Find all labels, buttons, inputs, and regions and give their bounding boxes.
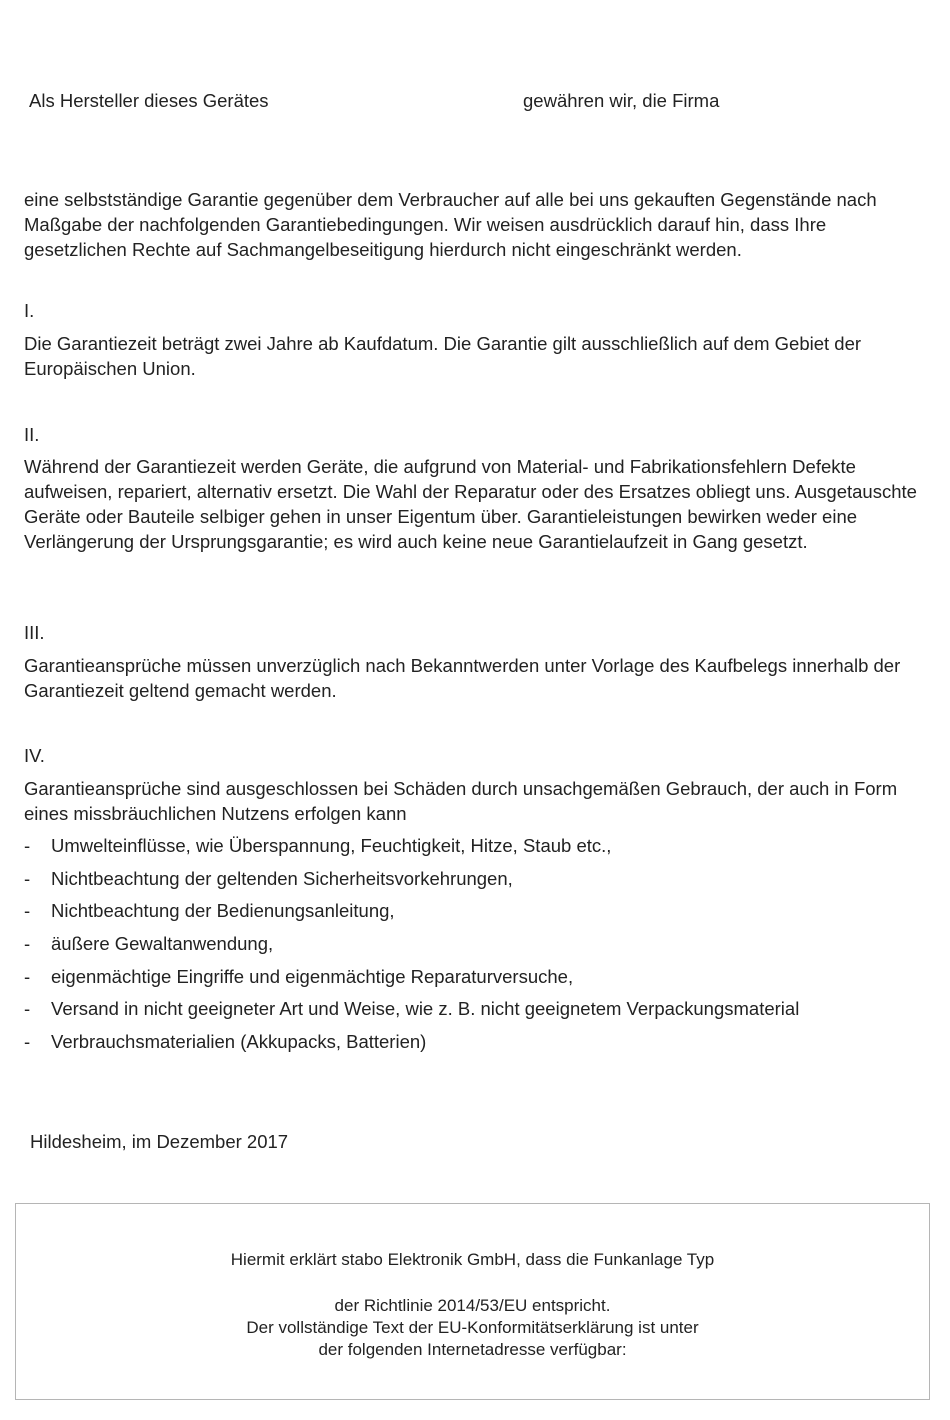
list-dash: - [24, 900, 31, 922]
section-1-text: Die Garantiezeit beträgt zwei Jahre ab Kaufdatum. Die Garantie gilt ausschließlich auf dem Gebiet der Europäischen Union. [24, 333, 862, 379]
list-dash: - [24, 965, 31, 987]
list-dash: - [24, 933, 31, 955]
declaration-line-4: der folgenden Internetadresse verfügbar: [318, 1340, 627, 1359]
list-item-text: eigenmächtige Eingriffe und eigenmächtige Reparaturversuche, [51, 965, 574, 987]
section-4-numeral: IV. [24, 745, 45, 766]
intro-manufacturer-text: Als Hersteller dieses Gerätes [29, 90, 269, 111]
place-date: Hildesheim, im Dezember 2017 [30, 1131, 289, 1152]
list-item-text: Nichtbeachtung der geltenden Sicherheitsvorkehrungen, [51, 867, 513, 889]
list-dash: - [24, 1031, 31, 1053]
section-2-numeral: II. [24, 424, 40, 445]
list-item-text: Verbrauchsmaterialien (Akkupacks, Batterien) [51, 1031, 427, 1053]
declaration-line-3: Der vollständige Text der EU-Konformitätserklärung ist unter [246, 1318, 699, 1337]
section-4-text: Garantieansprüche sind ausgeschlossen bei Schäden durch unsachgemäßen Gebrauch, der auch in Form eines missbräuchlichen Nutzens erfolgen kann [24, 778, 898, 824]
list-item-text: äußere Gewaltanwendung, [51, 933, 274, 955]
declaration-line-1: Hiermit erklärt stabo Elektronik GmbH, dass die Funkanlage Typ [230, 1250, 715, 1269]
list-dash: - [24, 835, 31, 856]
list-dash: - [24, 998, 31, 1020]
section-1-numeral: I. [24, 300, 35, 321]
list-item [24, 833, 934, 866]
opening-paragraph: eine selbstständige Garantie gegenüber dem Verbraucher auf alle bei uns gekauften Gegenstände nach Maßgabe der nachfolgenden Garantiebedingungen. Wir weisen ausdrücklich darauf hin, dass Ihre gesetzlichen Rechte auf Sachmangelbeseitigung hierdurch nicht eingeschränkt werden. [24, 189, 877, 260]
list-item [24, 1029, 934, 1062]
declaration-line-2: der Richtlinie 2014/53/EU entspricht. [334, 1296, 611, 1315]
list-item [24, 866, 934, 899]
list-item [24, 996, 934, 1029]
list-item-text: Umwelteinflüsse, wie Überspannung, Feuchtigkeit, Hitze, Staub etc., [51, 835, 612, 856]
list-item [24, 898, 934, 931]
list-item [24, 964, 934, 997]
list-item-text: Versand in nicht geeigneter Art und Weise, wie z. B. nicht geeignetem Verpackungsmaterial [51, 998, 800, 1020]
list-dash: - [24, 867, 31, 889]
section-2-text: Während der Garantiezeit werden Geräte, die aufgrund von Material- und Fabrikationsfehlern Defekte aufweisen, repariert, alternativ ersetzt. Die Wahl der Reparatur oder des Ersatzes obliegt uns. Ausgetauschte Geräte oder Bauteile selbiger gehen in unser Eigentum über. Garantieleistungen bewirken weder eine Verlängerung der Ursprungsgarantie; es wird auch keine neue Garantielaufzeit in Gang gesetzt. [24, 456, 917, 552]
section-3-numeral: III. [24, 622, 45, 643]
conformity-declaration-box [15, 1203, 930, 1400]
exclusion-list [24, 833, 934, 1062]
intro-company-text: gewähren wir, die Firma [523, 90, 720, 111]
section-3-text: Garantieansprüche müssen unverzüglich nach Bekanntwerden unter Vorlage des Kaufbelegs innerhalb der Garantiezeit geltend gemacht werden. [24, 655, 901, 701]
list-item [24, 931, 934, 964]
list-item-text: Nichtbeachtung der Bedienungsanleitung, [51, 900, 395, 922]
